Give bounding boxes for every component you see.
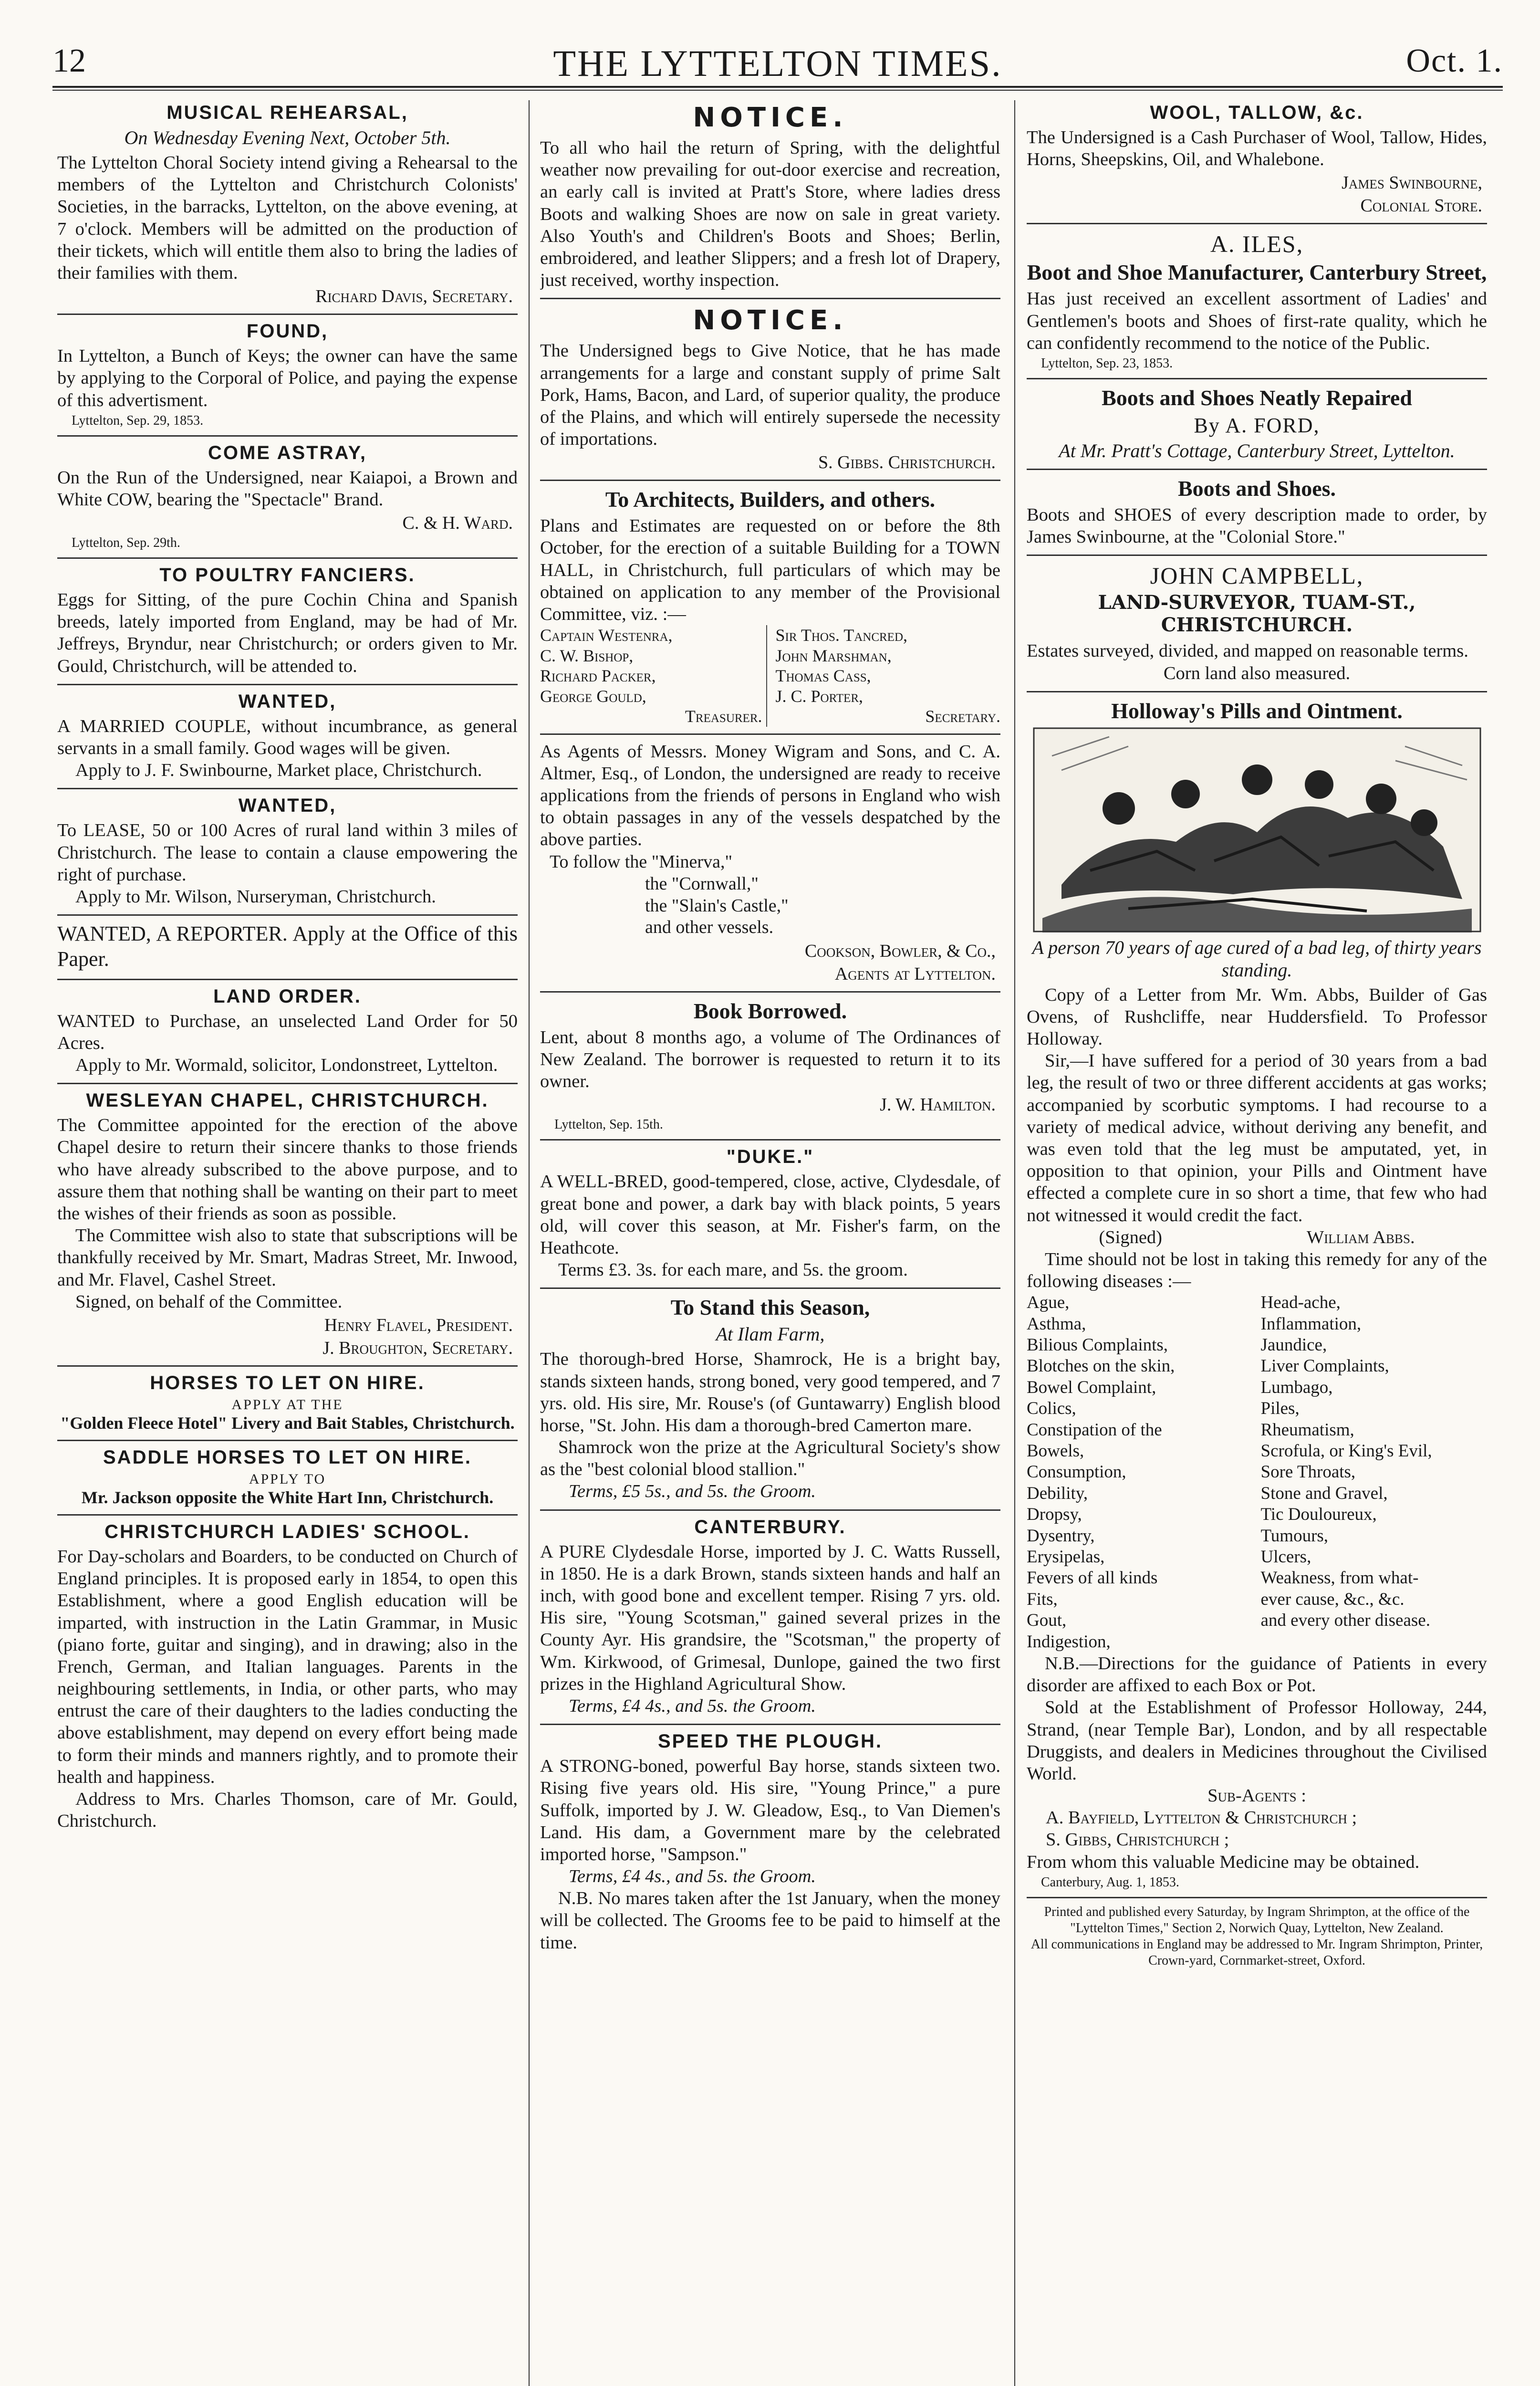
ad-heading: HORSES TO LET ON HIRE. [150, 1372, 425, 1393]
ad-body: Lent, about 8 months ago, a volume of The Ordinances of New Zealand. The borrower is requested to return it to its owner. [540, 1027, 1000, 1092]
committee-name: Captain Westenra, [540, 626, 673, 645]
ad-poultry [57, 565, 518, 677]
ad-body: The thorough-bred Horse, Shamrock, He is a bright bay, stands sixteen hands, strong boned, very good tempered, and 7 yrs. old. His sire, Mr. Rouse's (of Guntawarry) English blood horse, "St. John. His dam a thorough-bred Camerton mare. [540, 1349, 1000, 1435]
disease-item: Indigestion, [1027, 1632, 1111, 1652]
ad-body: On the Run of the Undersigned, near Kaiapoi, a Brown and White COW, bearing the "Spectacle" Brand. [57, 467, 518, 510]
ad-notice-gibbs [540, 305, 1000, 473]
separator [57, 1365, 518, 1367]
subagent: S. Gibbs, Christchurch ; [1046, 1830, 1229, 1850]
ad-signature: S. Gibbs. Christchurch. [818, 452, 996, 473]
ad-body: The Undersigned is a Cash Purchaser of Wool, Tallow, Hides, Horns, Sheepskins, Oil, and Whalebone. [1027, 127, 1487, 170]
ad-musical-rehearsal [57, 102, 518, 307]
ad-ford [1027, 385, 1487, 462]
separator [540, 298, 1000, 299]
committee-list [540, 625, 1000, 726]
ad-body: Apply to Mr. Wormald, solicitor, Londonstreet, Lyttelton. [75, 1055, 498, 1076]
ad-signature: James Swinbourne, [1342, 173, 1482, 193]
ad-body: As Agents of Messrs. Money Wigram and Sons, and C. A. Altmer, Esq., of London, the undersigned are ready to receive applications from the friends of persons in England who wish to obtain passages in any of the vessels despatched by the above parties. [540, 741, 1000, 850]
ad-terms: Terms, £5 5s., and 5s. the Groom. [569, 1481, 816, 1502]
illustration-caption: A person 70 years of age cured of a bad leg, of thirty years standing. [1032, 936, 1482, 981]
disease-item: Jaundice, [1260, 1335, 1327, 1355]
ad-terms: Terms, £4 4s., and 5s. the Groom. [569, 1695, 816, 1716]
ad-shipping-agents [540, 741, 1000, 984]
ad-saddle-horses [57, 1447, 518, 1507]
ad-holloway [1027, 698, 1487, 1890]
ad-heading: WANTED, [238, 795, 337, 816]
ad-body: The Committee wish also to state that subscriptions will be thankfully received by Mr. Smart, Madras Street, Mr. Inwood, and Mr. Flavel, Cashel Street. [57, 1225, 518, 1290]
ad-body: Estates surveyed, divided, and mapped on reasonable terms. [1027, 641, 1468, 661]
signed-name: William Abbs. [1306, 1227, 1415, 1247]
disease-item: Scrofula, or King's Evil, [1260, 1441, 1432, 1461]
ad-wesleyan-chapel [57, 1090, 518, 1359]
separator [540, 480, 1000, 481]
committee-name: Sir Thos. Tancred, [775, 626, 907, 645]
ad-heading: LAND-SURVEYOR, TUAM-ST., CHRISTCHURCH. [1098, 591, 1416, 637]
ad-dateline: Lyttelton, Sep. 15th. [554, 1117, 663, 1132]
ad-signature: Colonial Store. [1360, 196, 1482, 216]
separator [540, 1509, 1000, 1511]
ad-signature: Cookson, Bowler, & Co., [804, 941, 996, 961]
ad-signature: J. Broughton, Secretary. [323, 1338, 513, 1358]
ad-subheading: At Ilam Farm, [716, 1323, 825, 1345]
disease-item: Liver Complaints, [1260, 1356, 1389, 1376]
column-divider [529, 100, 530, 2386]
subagent: A. Bayfield, Lyttelton & Christchurch ; [1046, 1808, 1357, 1828]
separator [1027, 223, 1487, 224]
disease-item: Bowels, [1027, 1441, 1084, 1461]
separator [57, 314, 518, 315]
disease-item: Rheumatism, [1260, 1420, 1354, 1440]
committee-name: J. C. Porter, [775, 686, 863, 706]
separator [57, 914, 518, 916]
separator [57, 1083, 518, 1084]
ad-book-borrowed [540, 998, 1000, 1133]
committee-name: Richard Packer, [540, 666, 656, 686]
separator [57, 684, 518, 685]
ad-dateline: Lyttelton, Sep. 29th. [72, 535, 180, 551]
ad-body: Time should not be lost in taking this remedy for any of the following diseases :— [1027, 1249, 1487, 1292]
ad-dateline: Lyttelton, Sep. 29, 1853. [72, 413, 204, 428]
disease-item: Ague, [1027, 1293, 1070, 1313]
ad-dateline: Lyttelton, Sep. 23, 1853. [1041, 356, 1173, 371]
committee-right [774, 625, 1001, 726]
disease-item: Dropsy, [1027, 1505, 1082, 1525]
ad-body: In Lyttelton, a Bunch of Keys; the owner can have the same by applying to the Corporal of Police, and paying the expense of this advertisment. [57, 346, 518, 410]
separator [57, 1440, 518, 1441]
ad-body: Plans and Estimates are requested on or before the 8th October, for the erection of a suitable Building for a TOWN HALL, in Christchurch, full particulars of which may be obtained on application to any member of the Provisional Committee, viz. :— [540, 516, 1000, 624]
ad-notice-pratts [540, 102, 1000, 291]
disease-item: Lumbago, [1260, 1377, 1333, 1397]
ad-ladies-school [57, 1521, 518, 1832]
ad-architects [540, 487, 1000, 726]
separator [540, 1287, 1000, 1289]
disease-item: Debility, [1027, 1483, 1088, 1503]
ad-dateline: Canterbury, Aug. 1, 1853. [1041, 1874, 1179, 1890]
ad-heading: To Stand this Season, [670, 1295, 870, 1320]
ad-signature: Richard Davis, Secretary. [315, 286, 513, 307]
ad-body: The Undersigned begs to Give Notice, that he has made arrangements for a large and constant supply of prime Salt Pork, Hams, Bacon, and Lard, of superior quality, the produce of the Plains, and which will entirely supersede the necessity of importations. [540, 341, 1000, 450]
ad-heading: To Architects, Builders, and others. [605, 487, 936, 512]
disease-item: Gout, [1027, 1611, 1067, 1631]
ad-heading: SADDLE HORSES TO LET ON HIRE. [103, 1446, 472, 1468]
disease-item: Consumption, [1027, 1462, 1126, 1482]
ad-subheading: On Wednesday Evening Next, October 5th. [124, 127, 451, 148]
separator [1027, 555, 1487, 556]
ad-signature: C. & H. Ward. [402, 513, 513, 534]
disease-item: Sore Throats, [1260, 1462, 1356, 1482]
ad-body: Sir,—I have suffered for a period of 30 years from a bad leg, the result of two or three different accidents at gas works; accompanied by scorbutic symptoms. I had recourse to a variety of medical advice, without deriving any benefit, and was even told that the leg must be amputated, yet, in opposition to that opinion, your Pills and Ointment have effected a complete cure in so short a time, that few who had not witnessed it would credit the fact. [1027, 1051, 1487, 1225]
disease-item: Fevers of all kinds [1027, 1568, 1158, 1588]
separator [57, 1514, 518, 1516]
ad-body: The Committee appointed for the erection of the above Chapel desire to return their sincere thanks to those friends who have already subscribed to the above purpose, and to assure them that nothing shall be wanting on their part to meet the wishes of their friends as soon as possible. [57, 1115, 518, 1224]
imprint-line: Printed and published every Saturday, by Ingram Shrimpton, at the office of the "Lyttelton Times," Section 2, Norwich Quay, Lyttelton, New Zealand. [1044, 1904, 1470, 1936]
ad-wanted-couple [57, 691, 518, 782]
ad-body: A MARRIED COUPLE, without incumbrance, as general servants in a small family. Good wages will be given. [57, 716, 518, 758]
disease-item: Tic Douloureux, [1260, 1505, 1377, 1525]
newspaper-title: THE LYTTELTON TIMES. [553, 42, 1002, 84]
committee-name: Thomas Cass, [775, 666, 871, 686]
ad-body: Sold at the Establishment of Professor Holloway, 244, Strand, (near Temple Bar), London, and by all respectable Druggists, and dealers in Medicines throughout the Civilised World. [1027, 1697, 1487, 1784]
ad-land-order [57, 986, 518, 1077]
ad-body: WANTED to Purchase, an unselected Land Order for 50 Acres. [57, 1011, 518, 1053]
disease-item: Fits, [1027, 1589, 1058, 1609]
ad-body: A PURE Clydesdale Horse, imported by J. C. Watts Russell, in 1850. He is a dark Brown, stands sixteen hands and half an inch, with good bone and excellent temper. Rising 7 yrs. old. His sire, "Young Scotsman," gained several prizes in the County Ayr. His grandsire, the "Scotsman," the property of Wm. Kirkwood, of Grimesal, Dunlope, gained the two first prizes in the Highland Agricultural Show. [540, 1541, 1000, 1694]
disease-item: Tumours, [1260, 1526, 1329, 1546]
disease-item [1261, 1632, 1488, 1653]
disease-list [1027, 1292, 1487, 1653]
ad-heading: Boots and Shoes. [1177, 476, 1336, 501]
separator [57, 788, 518, 789]
ad-name: JOHN CAMPBELL, [1150, 562, 1364, 589]
column-2 [540, 100, 1000, 2386]
committee-role: Secretary. [925, 707, 1000, 726]
ship-line: the "Slain's Castle," [645, 895, 789, 916]
ad-body: To LEASE, 50 or 100 Acres of rural land within 3 miles of Christchurch. The lease to contain a clause empowering the right of purchase. [57, 820, 518, 885]
disease-item: Constipation of the [1027, 1420, 1162, 1440]
ad-heading: WESLEYAN CHAPEL, CHRISTCHURCH. [86, 1090, 489, 1111]
separator [540, 991, 1000, 993]
disease-item: Blotches on the skin, [1027, 1356, 1175, 1376]
ad-body: Has just received an excellent assortment of Ladies' and Gentlemen's boots and Shoes of first-rate quality, which he can confidently recommend to the notice of the Public. [1027, 289, 1487, 353]
ad-subheading: APPLY AT THE [231, 1396, 343, 1413]
committee-name: George Gould, [540, 686, 646, 706]
disease-item: Dysentry, [1027, 1526, 1095, 1546]
ad-duke [540, 1146, 1000, 1281]
ad-signature: J. W. Hamilton. [880, 1095, 996, 1115]
ad-heading: LAND ORDER. [213, 985, 362, 1007]
ad-heading: WOOL, TALLOW, &c. [1150, 102, 1364, 123]
committee-name: John Marshman, [775, 646, 892, 665]
masthead-rule [52, 90, 1503, 91]
ad-heading: MUSICAL REHEARSAL, [166, 102, 408, 123]
ad-body: A WELL-BRED, good-tempered, close, active, Clydesdale, of great bone and power, a dark bay with black points, 5 years old, will cover this season, at Mr. Fisher's farm, on the Heathcote. [540, 1172, 1000, 1258]
ad-body: "Golden Fleece Hotel" Livery and Bait Stables, Christchurch. [60, 1413, 515, 1433]
ad-heading: FOUND, [246, 321, 329, 342]
ad-campbell [1027, 562, 1487, 684]
ad-heading: WANTED, [238, 691, 337, 712]
disease-item: ever cause, &c., &c. [1260, 1589, 1405, 1609]
ad-signature: Henry Flavel, President. [324, 1315, 513, 1335]
signed-label: (Signed) [1099, 1227, 1162, 1247]
separator [1027, 691, 1487, 692]
separator [540, 1139, 1000, 1141]
ad-name: A. ILES, [1210, 230, 1304, 258]
ship-list [540, 851, 1000, 938]
imprint-line: All communications in England may be addressed to Mr. Ingram Shrimpton, Printer, Crown-yard, Cornmarket-street, Oxford. [1030, 1937, 1483, 1968]
ad-canterbury-horse [540, 1517, 1000, 1717]
ad-heading: SPEED THE PLOUGH. [657, 1731, 883, 1752]
ad-heading: Boot and Shoe Manufacturer, Canterbury Street, [1027, 260, 1487, 285]
ad-body: N.B. No mares taken after the 1st January, when the money will be collected. The Grooms fee to be paid to himself at the time. [540, 1888, 1000, 1953]
ad-stand-season [540, 1295, 1000, 1502]
disease-item: Ulcers, [1260, 1547, 1311, 1567]
disease-item: Asthma, [1027, 1314, 1086, 1334]
ad-body: Boots and SHOES of every description made to order, by James Swinbourne, at the "Colonial Store." [1027, 504, 1487, 547]
ad-iles [1027, 230, 1487, 371]
issue-date: Oct. 1. [1406, 42, 1503, 79]
ad-heading: NOTICE. [693, 305, 848, 336]
separator [1027, 469, 1487, 470]
disease-item: Erysipelas, [1027, 1547, 1105, 1567]
disease-item: Bowel Complaint, [1027, 1377, 1156, 1397]
disease-item: Inflammation, [1260, 1314, 1362, 1334]
ad-body: N.B.—Directions for the guidance of Patients in every disorder are affixed to each Box or Pot. [1027, 1653, 1487, 1696]
ad-body: A STRONG-boned, powerful Bay horse, stands sixteen two. Rising five years old. His sire, "Young Prince," a pure Suffolk, imported by J. W. Gleadow, Esq., to Van Diemen's Land. His dam, a Government mare by the celebrated imported horse, "Sampson." [540, 1756, 1000, 1864]
ad-heading: NOTICE. [693, 102, 848, 133]
ad-heading: Holloway's Pills and Ointment. [1111, 698, 1403, 723]
separator [540, 1724, 1000, 1725]
column-3 [1027, 100, 1487, 2386]
ad-body: From whom this valuable Medicine may be obtained. [1027, 1852, 1420, 1872]
disease-item: Piles, [1260, 1399, 1300, 1419]
committee-name: C. W. Bishop, [540, 646, 634, 665]
ad-terms: Terms, £4 4s., and 5s. the Groom. [569, 1866, 816, 1887]
ad-reporter [57, 921, 518, 972]
disease-item: Head-ache, [1260, 1293, 1341, 1313]
signed-line [1027, 1226, 1487, 1248]
ad-come-astray [57, 442, 518, 551]
ad-wool-tallow [1027, 102, 1487, 216]
separator [57, 557, 518, 559]
ad-heading: Boots and Shoes Neatly Repaired [1102, 385, 1412, 410]
ad-body: Eggs for Sitting, of the pure Cochin China and Spanish breeds, lately imported from England, may be had of Mr. Jeffreys, Bryndur, near Christchurch; or orders given to Mr. Gould, Christchurch, will be attended to. [57, 590, 518, 676]
separator [57, 435, 518, 437]
disease-item: Colics, [1027, 1399, 1076, 1419]
disease-item: Stone and Gravel, [1260, 1483, 1388, 1503]
ad-heading: Book Borrowed. [693, 998, 847, 1023]
ad-body: The Lyttelton Choral Society intend giving a Rehearsal to the members of the Lyttelton and Christchurch Colonists' Societies, in the barracks, Lyttelton, on the above evening, at 7 o'clock. Members will be admitted on the production of their tickets, which will entitle them also to bring the ladies of their families with them. [57, 153, 518, 283]
ad-body: Apply to Mr. Wilson, Nurseryman, Christchurch. [75, 886, 436, 907]
separator [540, 733, 1000, 735]
ad-heading: "DUKE." [726, 1146, 814, 1168]
ad-subheading: APPLY TO [249, 1471, 326, 1487]
ad-speed-plough [540, 1731, 1000, 1954]
ship-line: To follow the "Minerva," [550, 852, 732, 872]
ad-signature: Agents at Lyttelton. [834, 963, 996, 984]
disease-item: Weakness, from what- [1260, 1568, 1419, 1588]
ad-body: Mr. Jackson opposite the White Hart Inn, Christchurch. [81, 1487, 494, 1507]
ad-body: To all who hail the return of Spring, with the delightful weather now prevailing for out-door exercise and recreation, an early call is invited at Pratt's Store, where ladies dress Boots and walking Shoes are now on sale in great variety. Also Youth's and Children's Boots and Shoes; Berlin, embroidered, and leather Slippers; and a fresh lot of Drapery, just received, worthy inspection. [540, 138, 1000, 291]
ship-line: and other vessels. [645, 917, 774, 938]
separator [1027, 378, 1487, 379]
ad-body: Corn land also measured. [1163, 663, 1351, 683]
ad-boots-shoes [1027, 476, 1487, 548]
ship-line: the "Cornwall," [645, 874, 759, 894]
ad-body: Address to Mrs. Charles Thomson, care of Mr. Gould, Christchurch. [57, 1789, 518, 1831]
ad-wanted-lease [57, 795, 518, 908]
subagents-heading: Sub-Agents : [1207, 1786, 1306, 1806]
committee-role: Treasurer. [685, 707, 762, 726]
ad-body: Apply to J. F. Swinbourne, Market place, Christchurch. [75, 760, 482, 781]
column-1 [57, 100, 518, 2386]
page-number: 12 [52, 42, 86, 79]
separator [1027, 1897, 1487, 1898]
ad-heading: TO POULTRY FANCIERS. [159, 565, 416, 586]
disease-item: and every other disease. [1260, 1611, 1430, 1631]
ad-heading: CHRISTCHURCH LADIES' SCHOOL. [104, 1521, 470, 1542]
ad-body: Copy of a Letter from Mr. Wm. Abbs, Builder of Gas Ovens, of Rushcliffe, near Huddersfield. To Professor Holloway. [1027, 984, 1487, 1049]
ad-name: By A. FORD, [1194, 413, 1320, 437]
ad-body: WANTED, A REPORTER. Apply at the Office of this Paper. [57, 922, 518, 971]
ad-body: Signed, on behalf of the Committee. [75, 1291, 343, 1312]
ad-heading: COME ASTRAY, [208, 442, 367, 463]
imprint [1027, 1904, 1487, 1969]
masthead [52, 33, 1503, 88]
ad-body: Shamrock won the prize at the Agricultural Society's show as the "best colonial blood stallion." [540, 1437, 1000, 1480]
disease-item: Bilious Complaints, [1027, 1335, 1168, 1355]
committee-left [540, 625, 767, 726]
ad-found [57, 321, 518, 429]
ad-body: Terms £3. 3s. for each mare, and 5s. the groom. [558, 1260, 908, 1280]
ad-body: For Day-scholars and Boarders, to be conducted on Church of England principles. It is proposed early in 1854, to open this Establishment, where a good English education will be imparted, with instruction in the Latin Grammar, in Music (piano forte, guitar and singing), and in drawing; also in the French, German, and Italian languages. Parents in the neighbouring settlements, in India, or other parts, who may entrust the care of their daughters to the ladies conducting the above establishment, may depend on every effort being made to form their minds and manners rightly, and to promote their health and happiness. [57, 1546, 518, 1787]
ad-heading: CANTERBURY. [694, 1516, 846, 1538]
ad-horses-hire [57, 1372, 518, 1433]
separator [57, 979, 518, 980]
ad-address: At Mr. Pratt's Cottage, Canterbury Street, Lyttelton. [1059, 440, 1455, 461]
column-divider [1014, 100, 1015, 2386]
woodcut-illustration [1033, 727, 1481, 932]
